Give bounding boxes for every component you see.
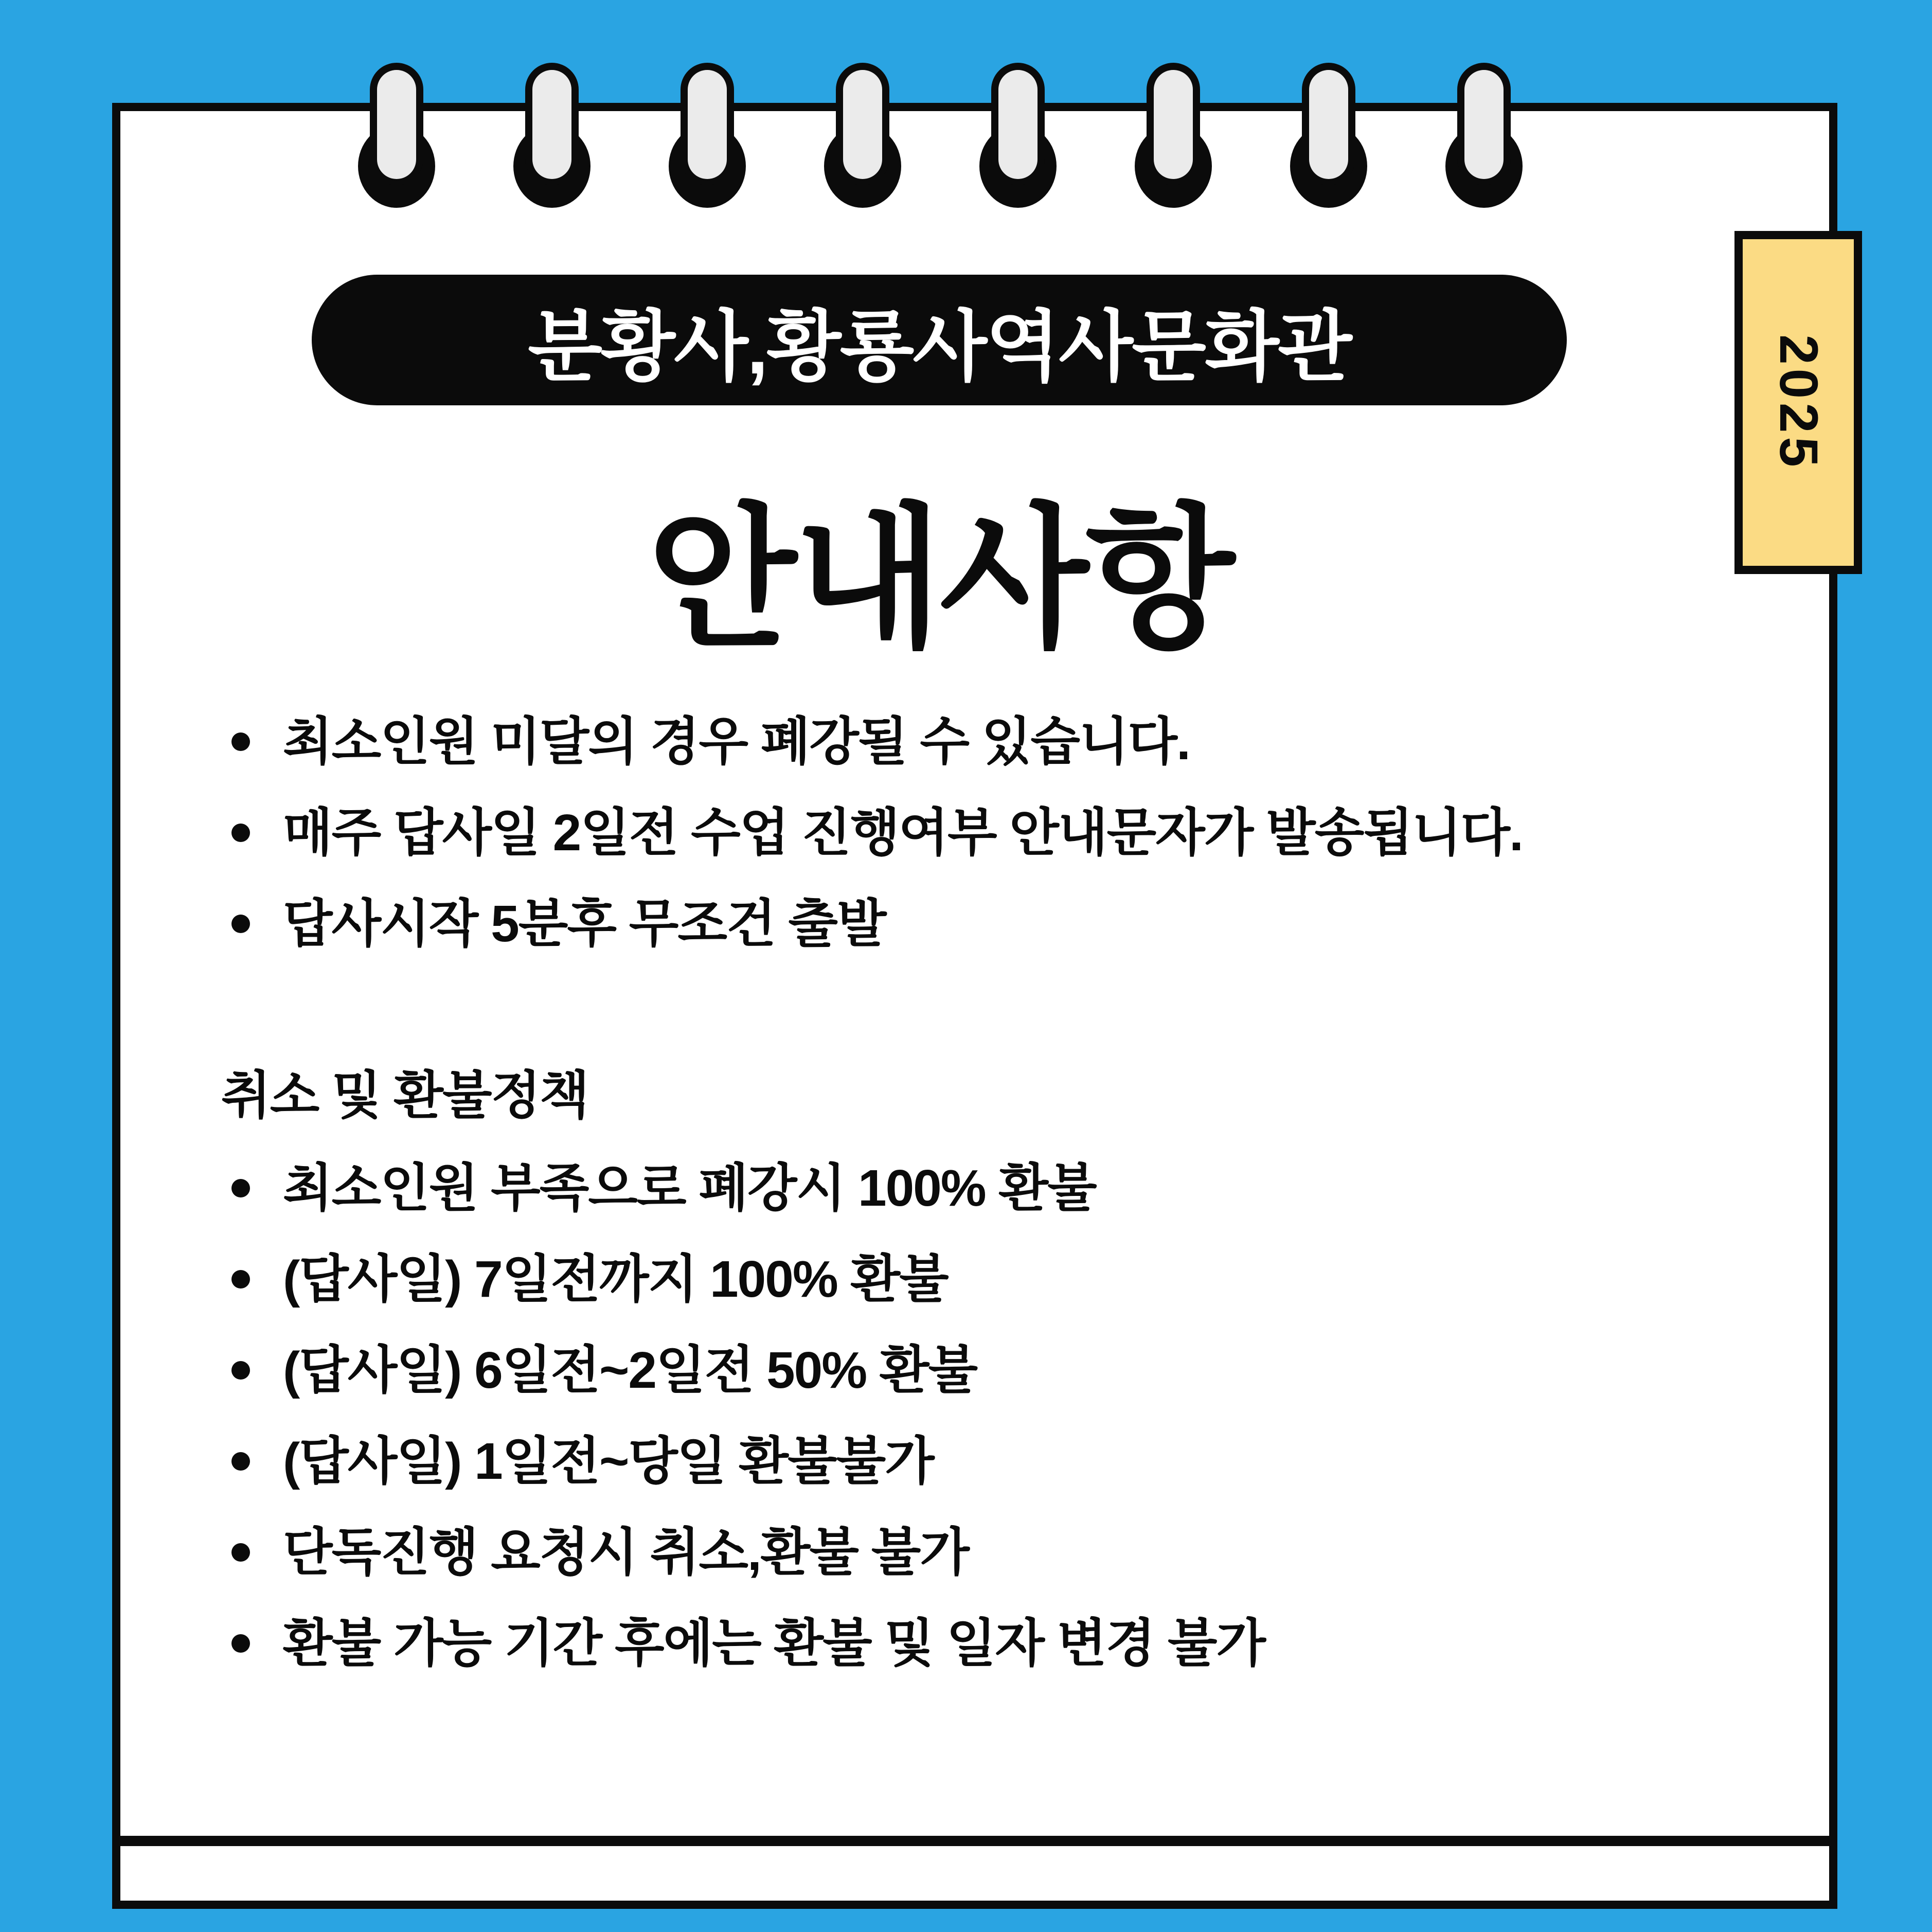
policy-text: 최소인원 부족으로 폐강시 100% 환불 xyxy=(283,1159,1096,1217)
year-tab xyxy=(1734,231,1862,574)
note-row xyxy=(231,804,1523,862)
policy-row xyxy=(231,1615,1265,1672)
bullet-dot-icon xyxy=(231,1361,250,1380)
binding-ring-icon xyxy=(1135,63,1212,213)
note-text: 답사시작 5분후 무조건 출발 xyxy=(283,895,886,953)
bullet-dot-icon xyxy=(231,1452,250,1471)
binding-ring-icon xyxy=(979,63,1057,213)
policy-text: 단독진행 요청시 취소,환불 불가 xyxy=(283,1524,969,1581)
policy-row xyxy=(231,1159,1096,1217)
notice-badge xyxy=(312,275,1567,405)
notice-badge-label: 분황사,황룡사역사문화관 xyxy=(528,303,1351,390)
policy-text: (답사일) 6일전~2일전 50% 환불 xyxy=(283,1341,977,1399)
note-row xyxy=(231,895,886,953)
page-title: 안내사항 xyxy=(648,492,1232,665)
policy-text: (답사일) 7일전까지 100% 환불 xyxy=(283,1250,948,1308)
bullet-dot-icon xyxy=(231,915,250,933)
bullet-dot-icon xyxy=(231,1634,250,1653)
bullet-dot-icon xyxy=(231,1270,250,1289)
binding-ring-icon xyxy=(1290,63,1367,213)
binding-ring-icon xyxy=(358,63,435,213)
page-edge-divider xyxy=(112,1836,1837,1846)
note-text: 매주 답사일 2일전 수업 진행여부 안내문자가 발송됩니다. xyxy=(283,804,1523,862)
binding-ring-icon xyxy=(513,63,591,213)
binding-ring-icon xyxy=(1445,63,1523,213)
bullet-dot-icon xyxy=(231,1179,250,1197)
policy-row xyxy=(231,1524,969,1581)
bullet-dot-icon xyxy=(231,824,250,842)
policy-text: 환불 가능 기간 후에는 환불 및 일자 변경 불가 xyxy=(283,1615,1265,1672)
refund-policy-heading: 취소 및 환불정책 xyxy=(221,1067,588,1124)
bullet-dot-icon xyxy=(231,732,250,751)
policy-row xyxy=(231,1250,948,1308)
policy-row xyxy=(231,1433,934,1490)
bullet-dot-icon xyxy=(231,1543,250,1562)
note-text: 최소인원 미달의 경우 폐강될 수 있습니다. xyxy=(283,713,1190,771)
note-row xyxy=(231,713,1190,771)
year-tab-label: 2025 xyxy=(1768,334,1829,471)
policy-text: (답사일) 1일전~당일 환불불가 xyxy=(283,1433,934,1490)
binding-ring-icon xyxy=(669,63,746,213)
binding-ring-icon xyxy=(824,63,901,213)
policy-row xyxy=(231,1341,977,1399)
